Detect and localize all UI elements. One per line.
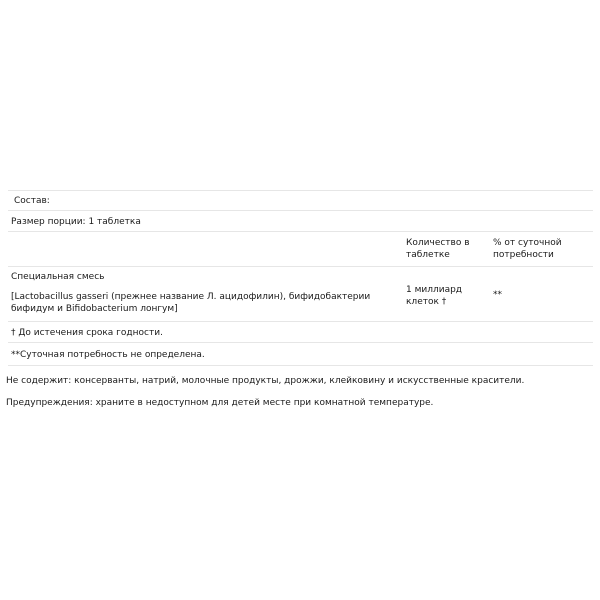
blend-name: Специальная смесь [11,272,105,282]
facts-header-row [8,232,593,266]
blend-amount: 1 миллиард клеток † [406,285,463,307]
warnings-statement: Предупреждения: храните в недоступном для детей месте при комнатной температуре. [6,398,434,408]
facts-title: Состав: [8,190,593,210]
serving-size: Размер порции: 1 таблетка [8,210,593,232]
daily-value-column-header: % от суточной потребности [493,238,562,260]
blend-ingredients: [Lactobacillus gasseri (прежнее название Л. ацидофилин), бифидобактерии бифидум и Bifidobacterium лонгум] [11,292,371,314]
blend-row [8,266,593,322]
supplement-facts-panel [8,190,593,366]
free-from-statement: Не содержит: консерванты, натрий, молочные продукты, дрожжи, клейковину и искусственные красители. [6,376,525,386]
blend-daily-value: ** [493,290,502,300]
footnote-daily-value: **Суточная потребность не определена. [8,342,593,366]
footnote-expiry: † До истечения срока годности. [11,328,163,338]
amount-column-header: Количество в таблетке [406,238,470,260]
